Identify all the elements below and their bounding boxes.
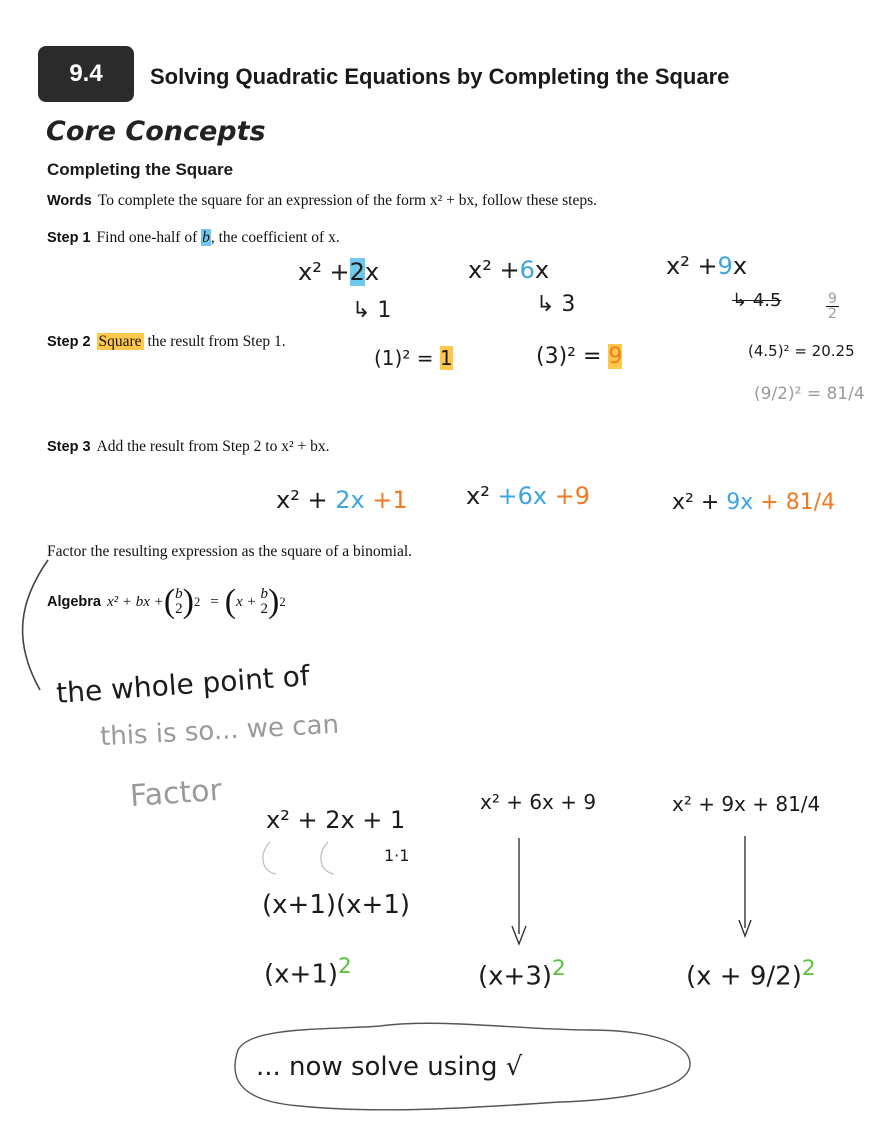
- hw-fact1-line1b: 1·1: [384, 846, 410, 865]
- hw-ex2-x: x: [534, 256, 550, 284]
- hw-ex3-sum-a: x² +: [672, 490, 727, 515]
- hw-ex2-sum-b: +6x: [497, 482, 548, 510]
- hw-fact1-binomial: (x+1): [264, 959, 339, 990]
- words-label: Words: [47, 193, 92, 209]
- hw-fact2-binomial: (x+3): [478, 961, 553, 992]
- step-1-highlight: b: [202, 229, 210, 246]
- step-1-label: Step 1: [47, 230, 91, 246]
- hw-cloud-text: ... now solve using √: [256, 1052, 523, 1082]
- bracket-stroke: [23, 560, 48, 690]
- algebra-lhs: x² + bx +: [107, 593, 164, 610]
- hw-note-2: this is so... we can: [99, 709, 340, 753]
- hw-fact2-exp: 2: [552, 956, 566, 981]
- hw-fact1-exp: 2: [338, 954, 352, 979]
- paren-open: (: [163, 583, 176, 620]
- algebra-label: Algebra: [47, 594, 101, 610]
- step-1-text-post: , the coefficient of x.: [210, 229, 340, 246]
- hw-ex3-square: (4.5)² = 20.25: [748, 342, 855, 360]
- section-title: Solving Quadratic Equations by Completing the Square: [150, 64, 730, 89]
- hw-ex3-half-den: 2: [828, 306, 837, 322]
- hw-ex3-x: x: [732, 252, 748, 280]
- frac-num: b: [175, 586, 183, 602]
- hw-ex3-square2: (9/2)² = 81/4: [754, 384, 865, 404]
- hw-fact2-line1: x² + 6x + 9: [480, 790, 597, 814]
- hw-fact3-line1: x² + 9x + 81/4: [672, 792, 821, 816]
- hw-ex3-sum-c: + 81/4: [753, 490, 836, 515]
- hw-ex2-half: ↳ 3: [536, 292, 576, 317]
- hw-note-3: Factor: [128, 772, 223, 815]
- faint-circle-2: [321, 842, 334, 874]
- exp-rhs: 2: [279, 594, 286, 609]
- hw-fact1-line2: (x+1)(x+1): [262, 890, 411, 920]
- hw-ex1-square-val: 1: [439, 346, 453, 370]
- subheading: Completing the Square: [47, 160, 234, 179]
- hw-ex3-sum-b: 9x: [726, 490, 754, 515]
- hw-ex3-half: ↳ 4.5: [732, 290, 782, 311]
- exp-lhs: 2: [193, 594, 201, 609]
- hw-fact1-line1: x² + 2x + 1: [266, 806, 406, 834]
- frac-num-rhs: b: [260, 586, 269, 602]
- frac-den-rhs: 2: [260, 601, 269, 617]
- hw-ex2-square-expr: (3)² =: [536, 344, 609, 369]
- frac-den: 2: [175, 601, 183, 617]
- hw-ex1-half: ↳ 1: [352, 298, 392, 323]
- hw-ex1-sum-c: +1: [364, 486, 408, 514]
- cloud-outline: [235, 1023, 690, 1110]
- step-2-highlight: Square: [98, 333, 142, 350]
- paren-open-2: (: [224, 583, 237, 620]
- core-concepts-heading: Core Concepts: [46, 116, 266, 147]
- hw-fact3-exp: 2: [801, 956, 816, 981]
- hw-ex1-x: x: [364, 258, 380, 286]
- hw-ex1-sum-b: 2x: [335, 486, 365, 514]
- hw-note-1: the whole point of: [55, 659, 311, 710]
- paren-close-2: ): [268, 583, 280, 620]
- hw-ex1-coef: 2: [349, 258, 365, 286]
- step-1-text-pre: Find one-half of: [96, 229, 202, 246]
- arrow-fact2: [512, 838, 526, 944]
- hw-ex2-sum-c: +9: [547, 482, 591, 510]
- step-2-label: Step 2: [47, 334, 91, 350]
- hw-ex3-coef: 9: [717, 252, 733, 280]
- words-text: To complete the square for an expression of the form x² + bx, follow these steps.: [97, 192, 597, 209]
- paren-close: ): [182, 583, 194, 620]
- section-number-badge: 9.4: [38, 46, 134, 102]
- hw-ex2-coef: 6: [519, 256, 535, 284]
- hw-ex2-square-val: 9: [608, 344, 623, 369]
- arrow-fact3: [739, 836, 751, 936]
- faint-circle-1: [263, 842, 276, 874]
- algebra-rhs-x: x +: [236, 593, 257, 610]
- hw-ex1-x2: x² +: [298, 258, 350, 286]
- step-3-label: Step 3: [47, 439, 91, 455]
- factor-instruction: Factor the resulting expression as the square of a binomial.: [47, 543, 413, 560]
- hw-fact3-binomial: (x + 9/2): [686, 961, 802, 992]
- step-3-text: Add the result from Step 2 to x² + bx.: [96, 438, 330, 455]
- hw-ex3-x2: x² +: [666, 252, 718, 280]
- hw-ex3-half-num: 9: [828, 291, 837, 307]
- equals-sign: =: [210, 593, 219, 610]
- step-2-text: the result from Step 1.: [143, 333, 286, 350]
- hw-ex2-sum-a: x²: [466, 482, 498, 510]
- hw-ex1-sum-a: x² +: [276, 486, 336, 514]
- hw-ex2-x2: x² +: [468, 256, 520, 284]
- hw-ex1-square-expr: (1)² =: [374, 346, 440, 370]
